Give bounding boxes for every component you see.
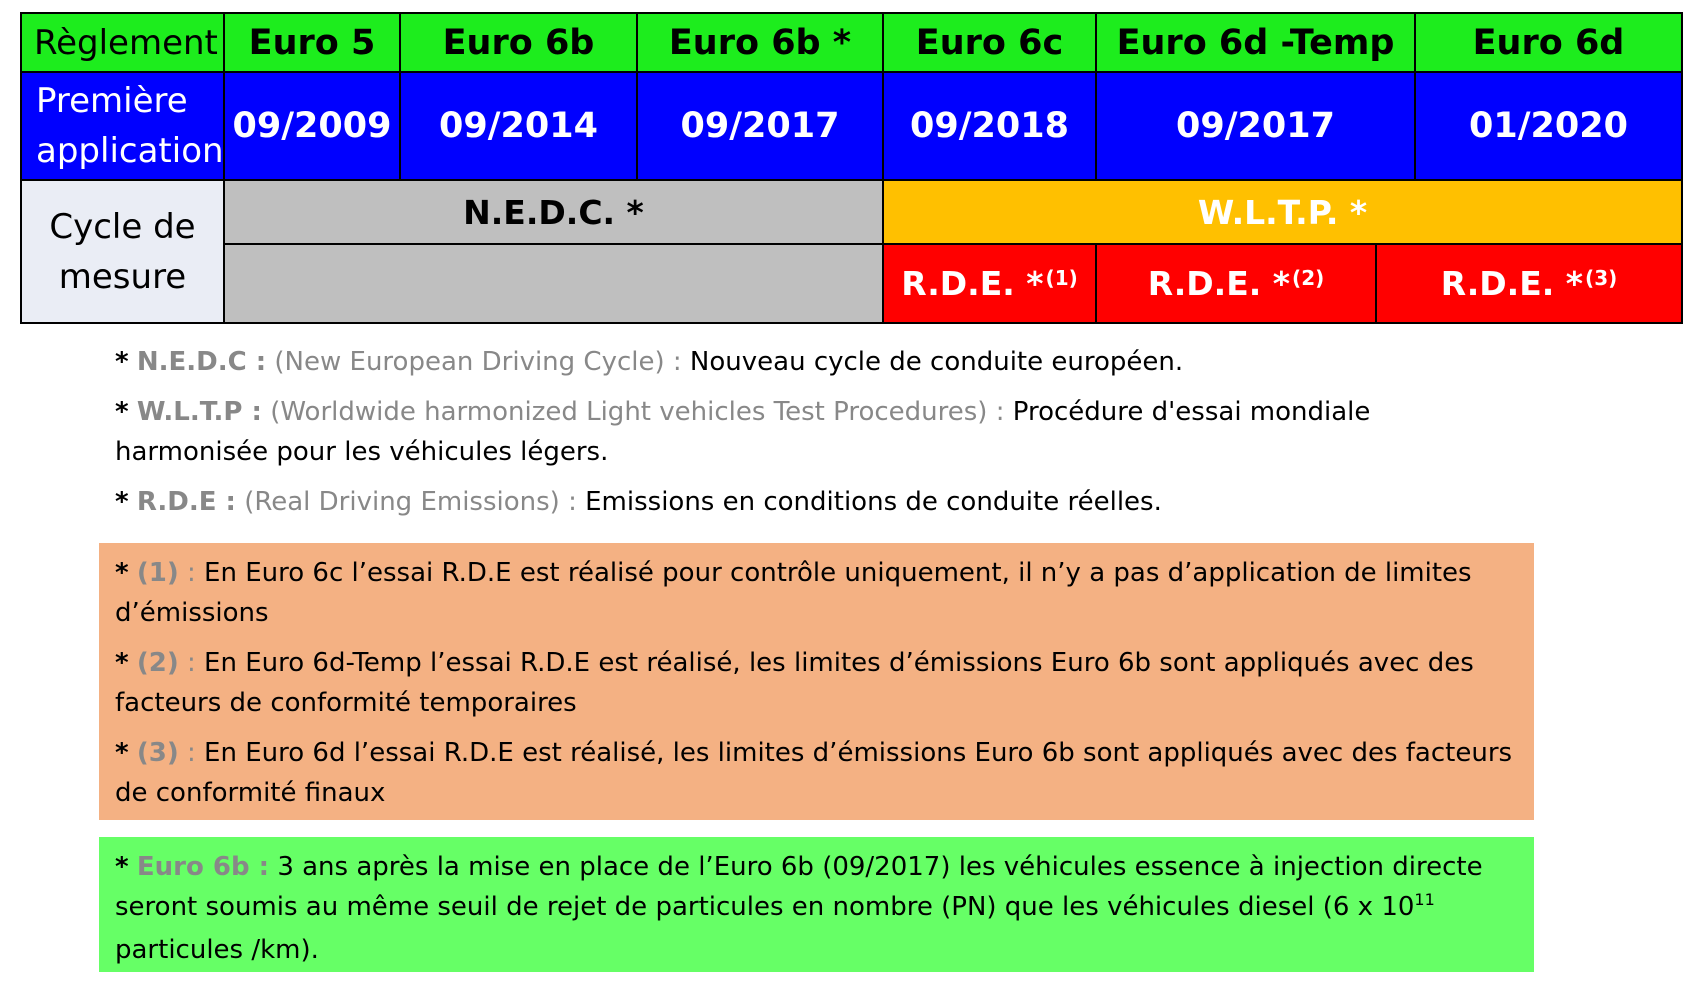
footnote-star: * xyxy=(115,738,129,768)
nedc-empty-cell xyxy=(225,245,884,322)
definition-nedc xyxy=(115,342,1495,382)
definition-star: * xyxy=(115,397,129,427)
nedc-cell: N.E.D.C. * xyxy=(225,181,884,245)
euro6b-text-before: 3 ans après la mise en place de l’Euro 6b (09/2017) les véhicules essence à injection directe seront soumis au même seuil de rejet de particules en nombre (PN) que les véhicules diesel (6 x 10 xyxy=(115,852,1483,922)
date-euro6d: 01/2020 xyxy=(1416,73,1681,181)
rde-text-3: R.D.E. * xyxy=(1440,264,1584,303)
date-euro6c: 09/2018 xyxy=(884,73,1097,181)
euro-standards-table xyxy=(20,12,1683,324)
euro6b-text-after: particules /km). xyxy=(115,935,319,965)
footnote-text: En Euro 6d-Temp l’essai R.D.E est réalisé, les limites d’émissions Euro 6b sont appliqués avec des facteurs de conformité temporaires xyxy=(115,648,1474,718)
header-euro5: Euro 5 xyxy=(225,14,401,73)
footnote-ref: (3) xyxy=(136,738,179,768)
footnote-3 xyxy=(115,733,1518,813)
euro6b-note xyxy=(115,847,1518,970)
footnote-sep: : xyxy=(187,648,196,678)
rde-cell-1 xyxy=(884,245,1097,322)
definition-french: Procédure d'essai mondiale harmonisée pour les véhicules légers. xyxy=(115,397,1371,467)
header-reglement: Règlement xyxy=(22,14,225,73)
cycle-label-line1: Cycle de xyxy=(49,206,196,247)
definition-star: * xyxy=(115,487,129,517)
footnote-1 xyxy=(115,553,1518,633)
definition-abbr: R.D.E : xyxy=(136,487,236,517)
definitions-list xyxy=(115,342,1495,522)
footnote-star: * xyxy=(115,558,129,588)
footnote-text: En Euro 6d l’essai R.D.E est réalisé, les limites d’émissions Euro 6b sont appliqués avec des facteurs de conformité finaux xyxy=(115,738,1513,808)
definition-english: (New European Driving Cycle) : xyxy=(274,347,682,377)
footnote-sep: : xyxy=(187,558,196,588)
first-application-line1: Première xyxy=(36,81,188,121)
rde-sup-3: (3) xyxy=(1585,265,1618,290)
definition-wltp xyxy=(115,392,1495,472)
header-euro6b: Euro 6b xyxy=(401,14,638,73)
wltp-cell: W.L.T.P. * xyxy=(884,181,1681,245)
euro6b-exponent: 11 xyxy=(1414,890,1435,909)
footnote-2 xyxy=(115,643,1518,723)
definition-abbr: W.L.T.P : xyxy=(136,397,262,427)
rde-sup-1: (1) xyxy=(1045,265,1078,290)
definition-english: (Real Driving Emissions) : xyxy=(244,487,577,517)
rde-cell-2 xyxy=(1097,245,1377,322)
date-euro5: 09/2009 xyxy=(225,73,401,181)
definition-star: * xyxy=(115,347,129,377)
rde-sup-2: (2) xyxy=(1292,265,1325,290)
rde-text-1: R.D.E. * xyxy=(901,264,1044,303)
definition-english: (Worldwide harmonized Light vehicles Test Procedures) : xyxy=(270,397,1005,427)
date-euro6b-star: 09/2017 xyxy=(638,73,884,181)
header-euro6d: Euro 6d xyxy=(1416,14,1681,73)
footnote-ref: (1) xyxy=(136,558,179,588)
euro6b-label: Euro 6b : xyxy=(136,852,270,882)
rde-footnotes-box xyxy=(99,543,1534,820)
cycle-label xyxy=(22,181,225,322)
date-euro6b: 09/2014 xyxy=(401,73,638,181)
definition-french: Emissions en conditions de conduite réelles. xyxy=(585,487,1162,517)
first-application-label xyxy=(22,73,225,181)
header-euro6d-temp: Euro 6d -Temp xyxy=(1097,14,1416,73)
first-application-line2: application xyxy=(36,131,224,171)
euro6b-star: * xyxy=(115,852,129,882)
footnote-ref: (2) xyxy=(136,648,179,678)
rde-text-2: R.D.E. * xyxy=(1147,264,1291,303)
rde-cell-3 xyxy=(1377,245,1681,322)
footnote-text: En Euro 6c l’essai R.D.E est réalisé pour contrôle uniquement, il n’y a pas d’application de limites d’émissions xyxy=(115,558,1472,628)
definition-french: Nouveau cycle de conduite européen. xyxy=(689,347,1184,377)
footnote-sep: : xyxy=(187,738,196,768)
footnote-star: * xyxy=(115,648,129,678)
euro6b-note-box xyxy=(99,837,1534,972)
header-euro6c: Euro 6c xyxy=(884,14,1097,73)
definition-rde xyxy=(115,482,1495,522)
cycle-label-line2: mesure xyxy=(58,256,187,297)
definition-abbr: N.E.D.C : xyxy=(136,347,267,377)
header-euro6b-star: Euro 6b * xyxy=(638,14,884,73)
date-euro6d-temp: 09/2017 xyxy=(1097,73,1416,181)
